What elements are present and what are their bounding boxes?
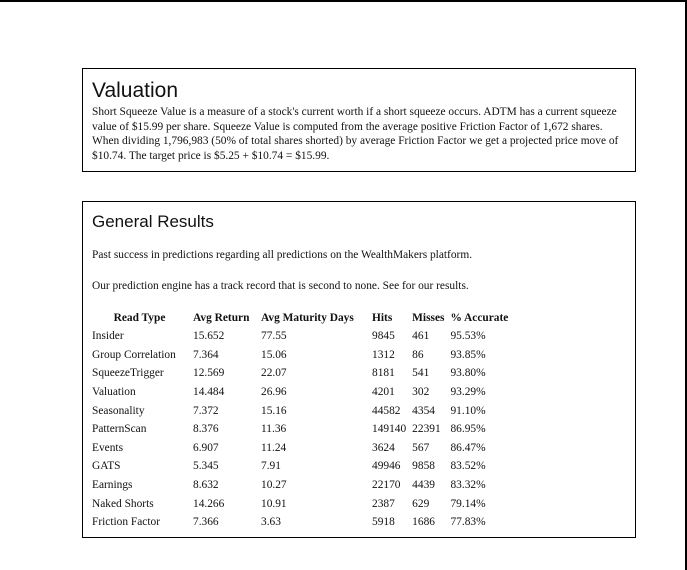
results-table	[92, 309, 514, 532]
header-read-type: Read Type	[113, 312, 166, 324]
valuation-text: Short Squeeze Value is a measure of a stock's current worth if a short squeeze occurs. ADTM has a current squeeze value of $15.99 per share. Squeeze Value is computed from the average positive Friction Factor of 1,672 shares. When dividing 1,796,983 (50% of total shares shorted) by average Friction Factor we get a projected price move of $10.74. The target price is $5.25 + $10.74 = $15.99.	[92, 106, 619, 162]
general-results-title: General Results	[92, 212, 214, 231]
cell-hits: 44582	[372, 404, 401, 417]
cell-read-type: Naked Shorts	[92, 497, 154, 510]
table-row	[92, 327, 514, 346]
cell-avg-return: 8.632	[193, 479, 219, 492]
header-misses: Misses	[412, 312, 445, 324]
cell-accurate: 86.47%	[450, 441, 486, 454]
table-row	[92, 401, 514, 420]
cell-avg-return: 7.364	[193, 348, 219, 361]
cell-avg-return: 14.266	[193, 497, 225, 510]
cell-misses: 567	[412, 441, 430, 454]
cell-avg-return: 12.569	[193, 367, 225, 380]
cell-read-type: PatternScan	[92, 423, 147, 436]
cell-accurate: 95.53%	[450, 330, 486, 343]
cell-accurate: 91.10%	[450, 404, 486, 417]
results-body	[92, 327, 514, 532]
table-row	[92, 439, 514, 458]
cell-accurate: 93.85%	[450, 348, 486, 361]
cell-avg-maturity-days: 3.63	[261, 516, 281, 529]
cell-avg-maturity-days: 10.27	[261, 479, 287, 492]
cell-read-type: Seasonality	[92, 404, 145, 417]
cell-avg-return: 15.652	[193, 330, 225, 343]
cell-misses: 22391	[412, 423, 441, 436]
cell-misses: 9858	[412, 460, 435, 473]
table-row	[92, 383, 514, 402]
table-row	[92, 420, 514, 439]
cell-misses: 4354	[412, 404, 435, 417]
cell-avg-maturity-days: 77.55	[261, 330, 287, 343]
table-row	[92, 346, 514, 365]
cell-misses: 541	[412, 367, 430, 380]
cell-misses: 629	[412, 497, 430, 510]
general-results-track-record: Our prediction engine has a track record that is second to none. See for our results.	[92, 280, 469, 292]
cell-hits: 1312	[372, 348, 395, 361]
cell-avg-return: 6.907	[193, 441, 219, 454]
cell-avg-return: 7.366	[193, 516, 219, 529]
cell-read-type: Insider	[92, 330, 124, 343]
cell-misses: 302	[412, 386, 430, 399]
cell-avg-return: 14.484	[193, 386, 225, 399]
table-row	[92, 513, 514, 532]
cell-accurate: 79.14%	[450, 497, 486, 510]
cell-hits: 2387	[372, 497, 395, 510]
cell-accurate: 93.80%	[450, 367, 486, 380]
general-results-intro: Past success in predictions regarding all predictions on the WealthMakers platform.	[92, 249, 473, 261]
cell-hits: 22170	[372, 479, 401, 492]
header-avg-return: Avg Return	[193, 312, 250, 324]
cell-accurate: 77.83%	[450, 516, 486, 529]
cell-avg-maturity-days: 10.91	[261, 497, 287, 510]
cell-read-type: Valuation	[92, 386, 136, 399]
cell-hits: 49946	[372, 460, 401, 473]
results-header-row	[92, 309, 514, 327]
cell-hits: 8181	[372, 367, 395, 380]
cell-accurate: 83.32%	[450, 479, 486, 492]
valuation-title: Valuation	[92, 79, 179, 102]
cell-read-type: Earnings	[92, 479, 133, 492]
cell-avg-maturity-days: 22.07	[261, 367, 287, 380]
cell-avg-maturity-days: 11.24	[261, 441, 287, 454]
cell-read-type: Group Correlation	[92, 348, 176, 361]
header-accurate: % Accurate	[450, 312, 509, 324]
valuation-panel	[82, 68, 636, 172]
cell-accurate: 93.29%	[450, 386, 486, 399]
table-row	[92, 457, 514, 476]
cell-read-type: SqueezeTrigger	[92, 367, 164, 380]
cell-hits: 9845	[372, 330, 395, 343]
table-row	[92, 494, 514, 513]
cell-hits: 149140	[372, 423, 407, 436]
cell-read-type: Events	[92, 441, 124, 454]
cell-misses: 4439	[412, 479, 435, 492]
cell-hits: 5918	[372, 516, 395, 529]
header-avg-maturity-days: Avg Maturity Days	[261, 312, 354, 324]
header-hits: Hits	[372, 312, 393, 324]
page-edge-top	[0, 0, 687, 2]
cell-read-type: Friction Factor	[92, 516, 161, 529]
cell-misses: 86	[412, 348, 424, 361]
cell-avg-return: 7.372	[193, 404, 219, 417]
cell-misses: 1686	[412, 516, 435, 529]
cell-avg-maturity-days: 7.91	[261, 460, 281, 473]
cell-accurate: 86.95%	[450, 423, 486, 436]
cell-avg-maturity-days: 26.96	[261, 386, 287, 399]
cell-avg-maturity-days: 15.16	[261, 404, 287, 417]
cell-hits: 4201	[372, 386, 395, 399]
cell-hits: 3624	[372, 441, 395, 454]
cell-read-type: GATS	[92, 460, 121, 473]
cell-avg-maturity-days: 15.06	[261, 348, 287, 361]
cell-avg-return: 5.345	[193, 460, 219, 473]
cell-avg-maturity-days: 11.36	[261, 423, 287, 436]
cell-accurate: 83.52%	[450, 460, 486, 473]
table-row	[92, 364, 514, 383]
table-row	[92, 476, 514, 495]
cell-misses: 461	[412, 330, 430, 343]
cell-avg-return: 8.376	[193, 423, 219, 436]
general-results-panel	[82, 201, 636, 538]
